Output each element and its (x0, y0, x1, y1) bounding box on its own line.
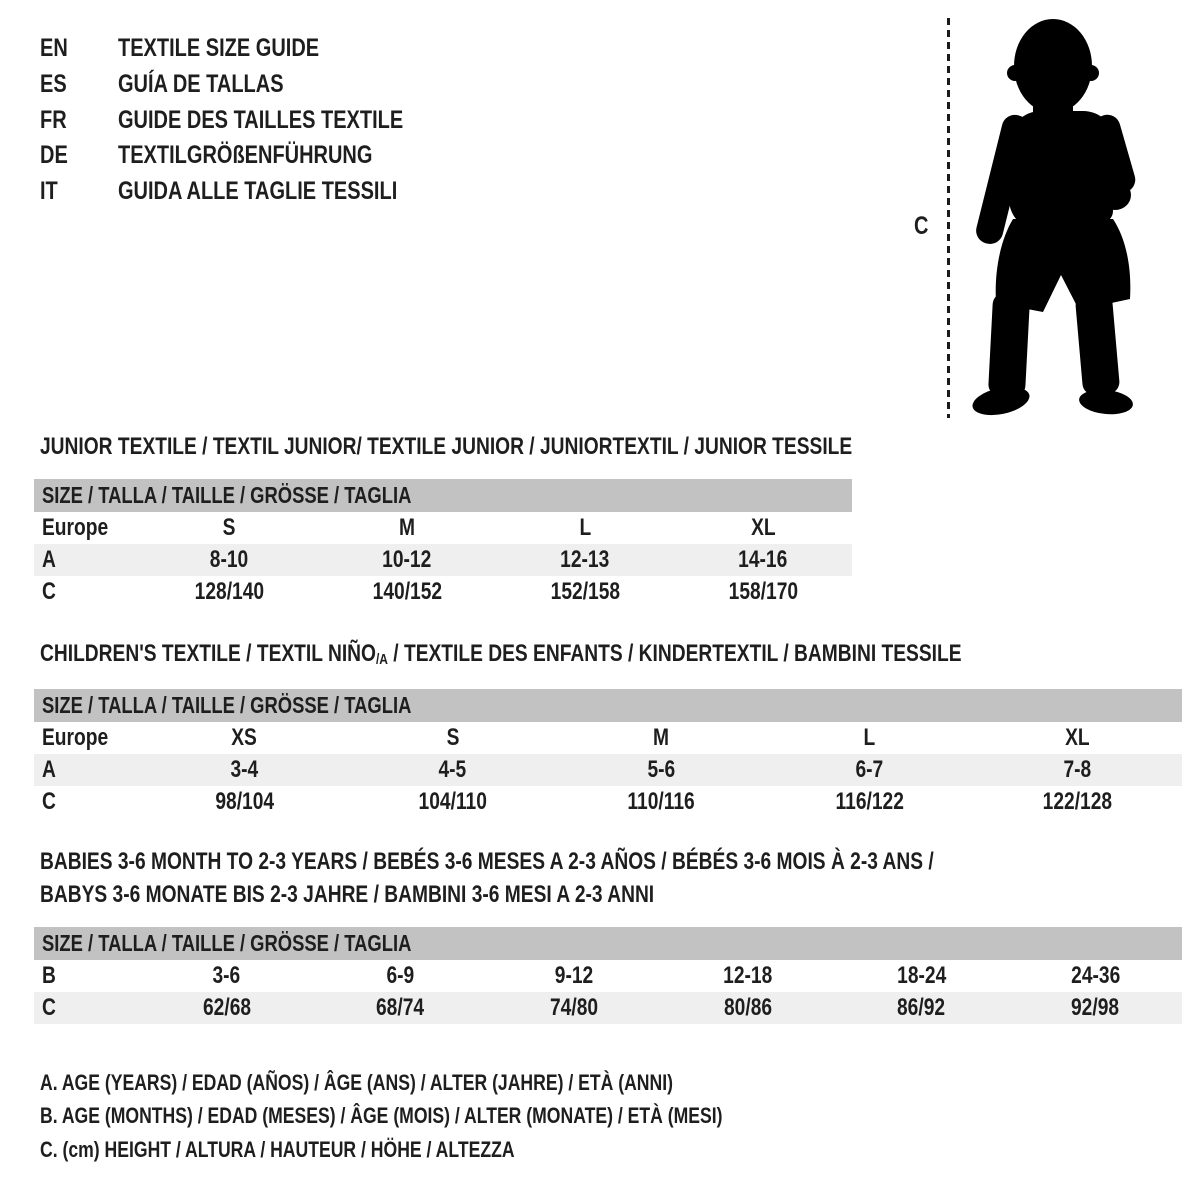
row-label: C (42, 994, 56, 1021)
height-cell: 116/122 (835, 788, 904, 815)
height-cell: 128/140 (194, 578, 264, 605)
babies-size-table (34, 927, 1182, 1024)
age-months-cell: 18-24 (896, 962, 947, 989)
children-section-title: CHILDREN'S TEXTILE / TEXTIL NIÑO/A / TEXTILE DES ENFANTS / KINDERTEXTIL / BAMBINI TESSILE (40, 640, 962, 668)
height-cell: 80/86 (723, 994, 772, 1021)
age-cell: 10-12 (382, 546, 432, 573)
age-cell: 12-13 (560, 546, 610, 573)
table-row-europe (34, 722, 1182, 754)
size-cell: L (579, 514, 591, 541)
guide-title-fr: GUIDE DES TAILLES TEXTILE (118, 105, 404, 134)
legend-line-b: B. AGE (MONTHS) / EDAD (MESES) / ÂGE (MOIS) / ALTER (MONATE) / ETÀ (MESI) (40, 1103, 723, 1129)
height-cell: 62/68 (202, 994, 251, 1021)
junior-size-table (34, 479, 852, 608)
height-cell: 98/104 (214, 788, 274, 815)
size-cell: S (446, 724, 460, 751)
table-row-b (34, 960, 1182, 992)
height-cell: 152/158 (550, 578, 620, 605)
table-row-c (34, 992, 1182, 1024)
height-cell: 86/92 (897, 994, 946, 1021)
height-cell: 68/74 (376, 994, 425, 1021)
nino-a-subscript: /A (375, 651, 388, 668)
table-row-c (34, 576, 852, 608)
size-cell: XL (750, 514, 776, 541)
language-row-fr (40, 102, 475, 138)
children-size-table (34, 689, 1182, 818)
height-cell: 92/98 (1071, 994, 1120, 1021)
age-cell: 8-10 (209, 546, 249, 573)
row-label: B (42, 962, 56, 989)
age-cell: 5-6 (647, 756, 675, 783)
height-measure-dashed-line (947, 18, 950, 418)
guide-title-en: TEXTILE SIZE GUIDE (118, 34, 320, 63)
language-code: ES (40, 70, 67, 99)
age-months-cell: 6-9 (386, 962, 415, 989)
language-row-en (40, 31, 475, 67)
age-cell: 7-8 (1063, 756, 1092, 783)
guide-title-it: GUIDA ALLE TAGLIE TESSILI (118, 177, 398, 206)
row-label: C (42, 788, 56, 815)
size-cell: L (863, 724, 876, 751)
age-cell: 14-16 (738, 546, 788, 573)
guide-title-de: TEXTILGRÖßENFÜHRUNG (118, 141, 373, 170)
size-cell: M (653, 724, 670, 751)
height-cell: 110/116 (627, 788, 695, 815)
age-months-cell: 12-18 (723, 962, 773, 989)
table-row-europe (34, 512, 852, 544)
age-months-cell: 9-12 (554, 962, 594, 989)
table-header: SIZE / TALLA / TAILLE / GRÖSSE / TAGLIA (34, 927, 1182, 960)
guide-title-es: GUÍA DE TALLAS (118, 70, 284, 99)
language-code: EN (40, 34, 68, 63)
height-measure-label: C (914, 212, 929, 240)
row-label: Europe (42, 514, 109, 541)
size-cell: XS (231, 724, 258, 751)
language-row-de (40, 138, 475, 174)
row-label: Europe (42, 724, 109, 751)
language-code: FR (40, 105, 67, 134)
language-row-it (40, 174, 475, 210)
legend-line-a: A. AGE (YEARS) / EDAD (AÑOS) / ÂGE (ANS) / ALTER (JAHRE) / ETÀ (ANNI) (40, 1069, 673, 1095)
height-cell: 122/128 (1043, 788, 1113, 815)
size-cell: S (222, 514, 236, 541)
table-header: SIZE / TALLA / TAILLE / GRÖSSE / TAGLIA (34, 689, 1182, 722)
junior-section-title: JUNIOR TEXTILE / TEXTIL JUNIOR/ TEXTILE JUNIOR / JUNIORTEXTIL / JUNIOR TESSILE (40, 433, 853, 460)
age-cell: 3-4 (230, 756, 259, 783)
language-title-block (40, 31, 475, 209)
table-row-c (34, 786, 1182, 818)
height-cell: 104/110 (418, 788, 487, 815)
age-months-cell: 3-6 (212, 962, 241, 989)
table-header: SIZE / TALLA / TAILLE / GRÖSSE / TAGLIA (34, 479, 852, 512)
language-row-es (40, 67, 475, 103)
row-label: A (42, 546, 56, 573)
row-label: C (42, 578, 56, 605)
size-cell: M (399, 514, 415, 541)
age-months-cell: 24-36 (1070, 962, 1120, 989)
height-cell: 74/80 (550, 994, 599, 1021)
table-row-a (34, 754, 1182, 786)
age-cell: 6-7 (855, 756, 884, 783)
babies-section-title-line1: BABIES 3-6 MONTH TO 2-3 YEARS / BEBÉS 3-6 MESES A 2-3 AÑOS / BÉBÉS 3-6 MOIS À 2-3 ANS / (40, 848, 934, 875)
legend-line-c: C. (cm) HEIGHT / ALTURA / HAUTEUR / HÖHE / ALTEZZA (40, 1136, 515, 1162)
age-cell: 4-5 (438, 756, 467, 783)
language-code: IT (40, 177, 58, 206)
height-cell: 140/152 (372, 578, 442, 605)
measurement-legend (40, 1066, 893, 1167)
language-code: DE (40, 141, 68, 170)
size-cell: XL (1065, 724, 1091, 751)
babies-section-title-line2: BABYS 3-6 MONATE BIS 2-3 JAHRE / BAMBINI 3-6 MESI A 2-3 ANNI (40, 881, 655, 908)
row-label: A (42, 756, 56, 783)
height-cell: 158/170 (728, 578, 798, 605)
table-row-a (34, 544, 852, 576)
toddler-silhouette-icon (963, 13, 1141, 419)
